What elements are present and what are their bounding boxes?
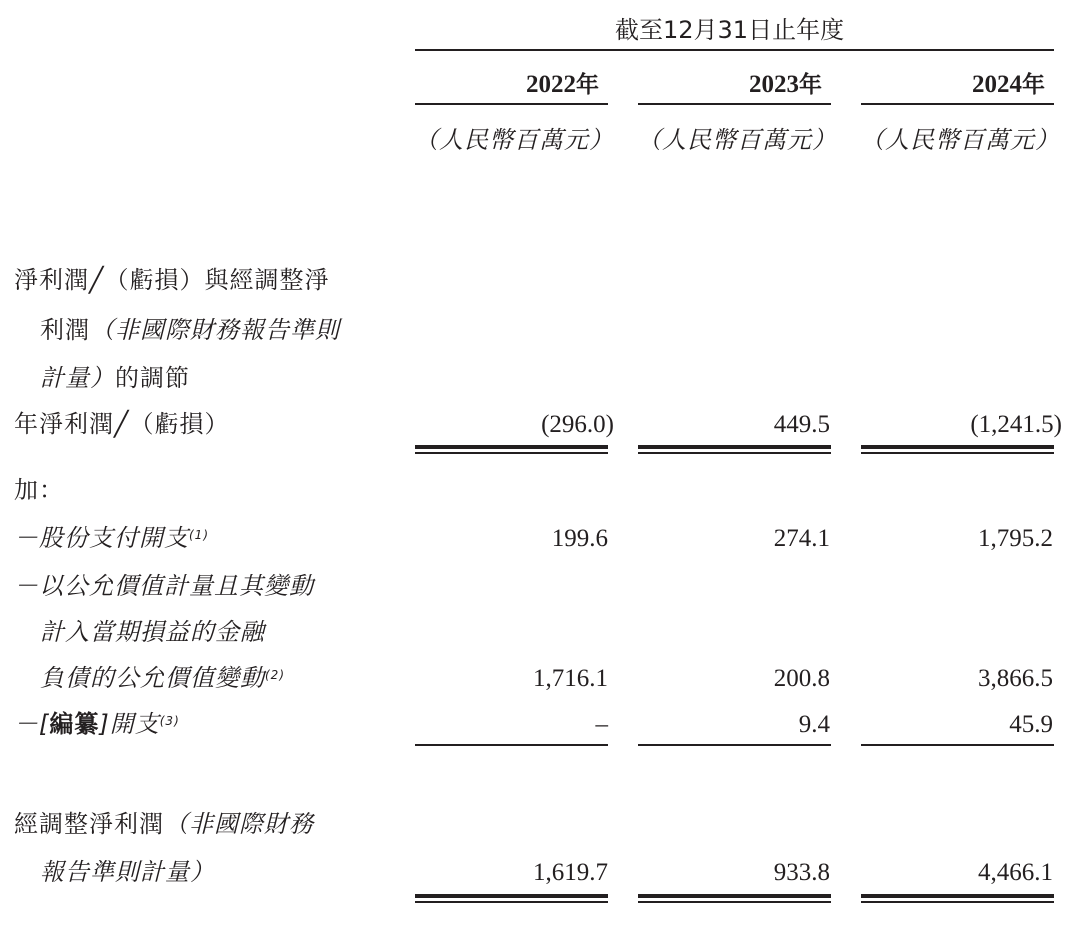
share-based-2023: 274.1 — [773, 525, 830, 552]
section-title-line1: 淨利潤╱（虧損）與經調整淨 — [14, 266, 330, 294]
adjusted-2022: 1,619.7 — [533, 859, 608, 886]
subtotal-rule-2022 — [415, 744, 608, 746]
adjusted-double-rule-2022 — [415, 894, 608, 903]
fair-value-line3: 負債的公允價值變動$^{(2)}$ — [40, 664, 285, 692]
fair-value-2022: 1,716.1 — [533, 665, 608, 692]
net-profit-2024: (1,241.5) — [970, 411, 1062, 438]
note-3: (3) — [159, 714, 180, 728]
note-2: (2) — [265, 668, 285, 682]
year-2024-header: 2024年 — [972, 71, 1045, 98]
unit-2022: （人民幣百萬元） — [414, 126, 614, 154]
year-2024-rule — [861, 103, 1054, 105]
subtotal-rule-2024 — [861, 744, 1054, 746]
period-header: 截至12月31日止年度 — [615, 16, 845, 44]
listing-expense-2022: – — [595, 711, 608, 738]
listing-expense-2024: 45.9 — [1009, 711, 1053, 738]
net-profit-double-rule-2022 — [415, 445, 608, 454]
add-label: 加： — [14, 476, 64, 504]
net-profit-label: 年淨利潤╱（虧損） — [14, 410, 230, 438]
listing-expense-label: －[編纂]開支$^{(3)}$ — [14, 710, 180, 738]
year-2023-header: 2023年 — [749, 71, 822, 98]
adjusted-double-rule-2023 — [638, 894, 831, 903]
adjusted-label-line1: 經調整淨利潤（非國際財務 — [14, 810, 314, 838]
fair-value-line1: －以公允價值計量且其變動 — [14, 572, 314, 600]
net-profit-2022: (296.0) — [541, 411, 614, 438]
net-profit-double-rule-2024 — [861, 445, 1054, 454]
unit-2024: （人民幣百萬元） — [860, 126, 1060, 154]
share-based-2022: 199.6 — [551, 525, 608, 552]
listing-expense-2023: 9.4 — [798, 711, 830, 738]
share-based-label: －股份支付開支$^{(1)}$ — [14, 524, 209, 552]
year-2022-header: 2022年 — [526, 71, 599, 98]
net-profit-2023: 449.5 — [773, 411, 830, 438]
year-2023-rule — [638, 103, 831, 105]
fair-value-2023: 200.8 — [773, 665, 830, 692]
share-based-2024: 1,795.2 — [978, 525, 1053, 552]
net-profit-double-rule-2023 — [638, 445, 831, 454]
year-2022-rule — [415, 103, 608, 105]
note-1: (1) — [189, 528, 209, 542]
fair-value-line2: 計入當期損益的金融 — [40, 618, 265, 646]
section-title-line3: 計量）的調節 — [40, 364, 190, 392]
section-title-line2: 利潤（非國際財務報告準則 — [40, 316, 340, 344]
adjusted-label-line2: 報告準則計量） — [40, 858, 215, 886]
subtotal-rule-2023 — [638, 744, 831, 746]
adjusted-double-rule-2024 — [861, 894, 1054, 903]
fair-value-2024: 3,866.5 — [978, 665, 1053, 692]
adjusted-2024: 4,466.1 — [978, 859, 1053, 886]
header-rule — [415, 49, 1054, 51]
adjusted-2023: 933.8 — [773, 859, 830, 886]
unit-2023: （人民幣百萬元） — [637, 126, 837, 154]
